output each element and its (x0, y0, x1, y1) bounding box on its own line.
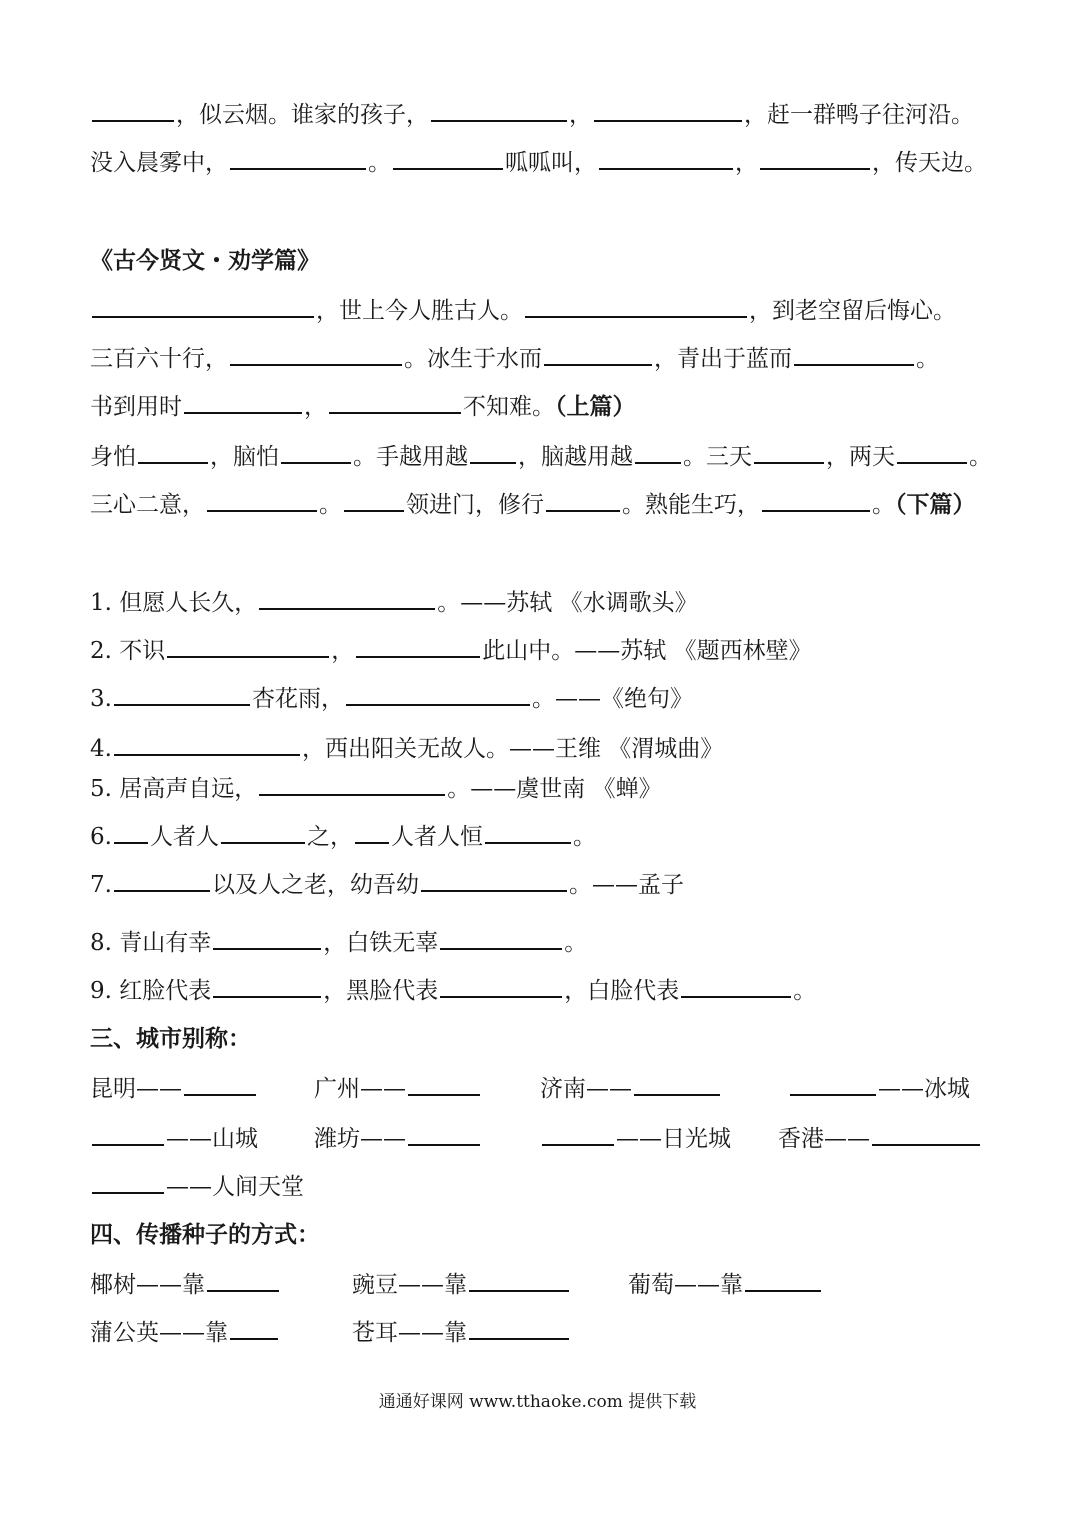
text: 。手越用越 (353, 444, 468, 470)
answer-blank[interactable] (167, 634, 329, 658)
city-jinan (540, 1072, 722, 1104)
text: 。 (572, 824, 596, 850)
answer-blank[interactable] (440, 926, 562, 950)
text: ，脑怕 (210, 444, 279, 470)
text: 。 (319, 492, 342, 518)
answer-blank[interactable] (469, 1316, 569, 1340)
answer-blank[interactable] (431, 98, 567, 122)
text: 6. (90, 824, 112, 850)
text: 三心二意， (90, 492, 205, 518)
text: ，两天 (826, 444, 895, 470)
answer-blank[interactable] (599, 146, 733, 170)
answer-blank[interactable] (259, 772, 445, 796)
section-title-seed-dispersal: 四、传播种子的方式： (90, 1221, 320, 1248)
section-title-city-nicknames: 三、城市别称： (90, 1025, 251, 1052)
city-renjiantiantang (90, 1170, 304, 1202)
answer-blank[interactable] (546, 488, 620, 512)
seed-yeshu (90, 1268, 281, 1300)
answer-blank[interactable] (92, 1170, 164, 1194)
answer-blank[interactable] (760, 146, 870, 170)
answer-blank[interactable] (213, 926, 321, 950)
answer-blank[interactable] (872, 1122, 980, 1146)
seed-putao (628, 1268, 823, 1300)
verse-line-3 (90, 294, 956, 326)
text: 领进门，修行 (406, 492, 544, 518)
text: 。 (969, 444, 992, 470)
text: ，似云烟。谁家的孩子， (176, 102, 429, 128)
text: ，赶一群鸭子往河沿。 (744, 102, 974, 128)
text: 潍坊—— (314, 1126, 406, 1152)
city-guangzhou (314, 1072, 482, 1104)
text: 。 (793, 978, 817, 1004)
text: 1. 但愿人长久， (90, 590, 258, 616)
answer-blank[interactable] (408, 1072, 480, 1096)
question-3 (90, 682, 693, 714)
verse-line-4 (90, 342, 939, 374)
part-label: （上篇） (555, 393, 636, 420)
answer-blank[interactable] (344, 488, 404, 512)
answer-blank[interactable] (408, 1122, 480, 1146)
answer-blank[interactable] (790, 1072, 876, 1096)
answer-blank[interactable] (421, 868, 567, 892)
question-9 (90, 974, 816, 1006)
answer-blank[interactable] (393, 146, 503, 170)
city-shancheng (90, 1122, 258, 1154)
question-2 (90, 634, 812, 666)
answer-blank[interactable] (230, 342, 402, 366)
text: ， (304, 394, 327, 420)
question-4 (90, 732, 723, 764)
text: 昆明—— (90, 1076, 182, 1102)
verse-line-2 (90, 146, 987, 178)
text: ，黑脸代表 (323, 978, 439, 1004)
page-footer: 通通好课网 www.tthaoke.com 提供下载 (378, 1392, 697, 1412)
text: 3. (90, 686, 112, 712)
answer-blank[interactable] (470, 440, 516, 464)
answer-blank[interactable] (114, 868, 210, 892)
text: 4. (90, 736, 112, 762)
answer-blank[interactable] (184, 390, 302, 414)
answer-blank[interactable] (114, 682, 250, 706)
answer-blank[interactable] (544, 342, 652, 366)
verse-line-1 (90, 98, 974, 130)
text: 蒲公英——靠 (90, 1320, 228, 1346)
text: 。——虞世南 《蝉》 (447, 776, 662, 802)
text: 济南—— (540, 1076, 632, 1102)
text: 广州—— (314, 1076, 406, 1102)
text: 此山中。——苏轼 《题西林壁》 (482, 638, 812, 664)
answer-blank[interactable] (356, 634, 480, 658)
answer-blank[interactable] (634, 1072, 720, 1096)
text: ，脑越用越 (518, 444, 633, 470)
answer-blank[interactable] (355, 820, 389, 844)
text: ， (569, 102, 592, 128)
answer-blank[interactable] (92, 294, 314, 318)
answer-blank[interactable] (114, 732, 300, 756)
text: 。——苏轼 《水调歌头》 (437, 590, 698, 616)
answer-blank[interactable] (329, 390, 461, 414)
answer-blank[interactable] (207, 1268, 279, 1292)
question-5 (90, 772, 662, 804)
question-6 (90, 820, 596, 852)
text: ——山城 (166, 1126, 258, 1152)
question-1 (90, 586, 698, 618)
text: 呱呱叫， (505, 150, 597, 176)
text: ，白铁无辜 (323, 930, 439, 956)
answer-blank[interactable] (259, 586, 435, 610)
text: 。熟能生巧， (622, 492, 760, 518)
verse-line-6 (90, 440, 992, 472)
seed-pugongying (90, 1316, 280, 1348)
answer-blank[interactable] (754, 440, 824, 464)
answer-blank[interactable] (92, 98, 174, 122)
verse-line-7 (90, 488, 976, 520)
answer-blank[interactable] (485, 820, 571, 844)
answer-blank[interactable] (138, 440, 208, 464)
section-title-quanxue: 《古今贤文・劝学篇》 (90, 247, 320, 274)
text: 以及人之老，幼吾幼 (211, 872, 419, 898)
question-8 (90, 926, 587, 958)
answer-blank[interactable] (230, 146, 366, 170)
city-riguangcheng (540, 1122, 731, 1154)
text: ，白脸代表 (564, 978, 680, 1004)
answer-blank[interactable] (346, 682, 530, 706)
text: 香港—— (778, 1126, 870, 1152)
text: 身怕 (90, 444, 136, 470)
text: 。三天 (683, 444, 752, 470)
text: ——日光城 (616, 1126, 731, 1152)
city-xianggang (778, 1122, 982, 1154)
text: 杏花雨， (251, 686, 344, 712)
text: 没入晨雾中， (90, 150, 228, 176)
text: 。 (872, 492, 895, 518)
text: ——冰城 (878, 1076, 970, 1102)
answer-blank[interactable] (440, 974, 562, 998)
answer-blank[interactable] (762, 488, 870, 512)
text: 葡萄——靠 (628, 1272, 743, 1298)
text: ， (331, 638, 355, 664)
answer-blank[interactable] (525, 294, 747, 318)
text: ，到老空留后悔心。 (749, 298, 956, 324)
answer-blank[interactable] (897, 440, 967, 464)
text: 7. (90, 872, 112, 898)
text: 9. 红脸代表 (90, 978, 212, 1004)
answer-blank[interactable] (635, 440, 681, 464)
text: 8. 青山有幸 (90, 930, 212, 956)
answer-blank[interactable] (92, 1122, 164, 1146)
answer-blank[interactable] (114, 820, 148, 844)
text: 不知难。 (463, 394, 555, 420)
part-label: （下篇） (895, 491, 976, 518)
seed-wandou (352, 1268, 571, 1300)
text: 5. 居高声自远， (90, 776, 258, 802)
text: 书到用时 (90, 394, 182, 420)
text: 。——孟子 (568, 872, 684, 898)
text: 人者人 (149, 824, 219, 850)
text: ，传天边。 (872, 150, 987, 176)
city-bingcheng (788, 1072, 970, 1104)
text: ，世上今人胜古人。 (316, 298, 523, 324)
question-7 (90, 868, 684, 900)
answer-blank[interactable] (207, 488, 317, 512)
answer-blank[interactable] (745, 1268, 821, 1292)
answer-blank[interactable] (469, 1268, 569, 1292)
answer-blank[interactable] (221, 820, 305, 844)
text: 。 (916, 346, 939, 372)
text: 椰树——靠 (90, 1272, 205, 1298)
text: ，青出于蓝而 (654, 346, 792, 372)
answer-blank[interactable] (230, 1316, 278, 1340)
text: 之， (306, 824, 353, 850)
city-kunming (90, 1072, 258, 1104)
text: 豌豆——靠 (352, 1272, 467, 1298)
answer-blank[interactable] (281, 440, 351, 464)
text: 2. 不识 (90, 638, 166, 664)
answer-blank[interactable] (681, 974, 791, 998)
text: 。 (368, 150, 391, 176)
text: 人者人恒 (390, 824, 483, 850)
verse-line-5 (90, 390, 636, 422)
text: 三百六十行， (90, 346, 228, 372)
text: ， (735, 150, 758, 176)
text: ，西出阳关无故人。——王维 《渭城曲》 (301, 736, 724, 762)
answer-blank[interactable] (794, 342, 914, 366)
text: ——人间天堂 (166, 1174, 304, 1200)
text: 。冰生于水而 (404, 346, 542, 372)
seed-canger (352, 1316, 571, 1348)
city-weifang (314, 1122, 482, 1154)
text: 。 (564, 930, 588, 956)
answer-blank[interactable] (594, 98, 742, 122)
answer-blank[interactable] (184, 1072, 256, 1096)
text: 。——《绝句》 (531, 686, 693, 712)
answer-blank[interactable] (213, 974, 321, 998)
answer-blank[interactable] (542, 1122, 614, 1146)
text: 苍耳——靠 (352, 1320, 467, 1346)
